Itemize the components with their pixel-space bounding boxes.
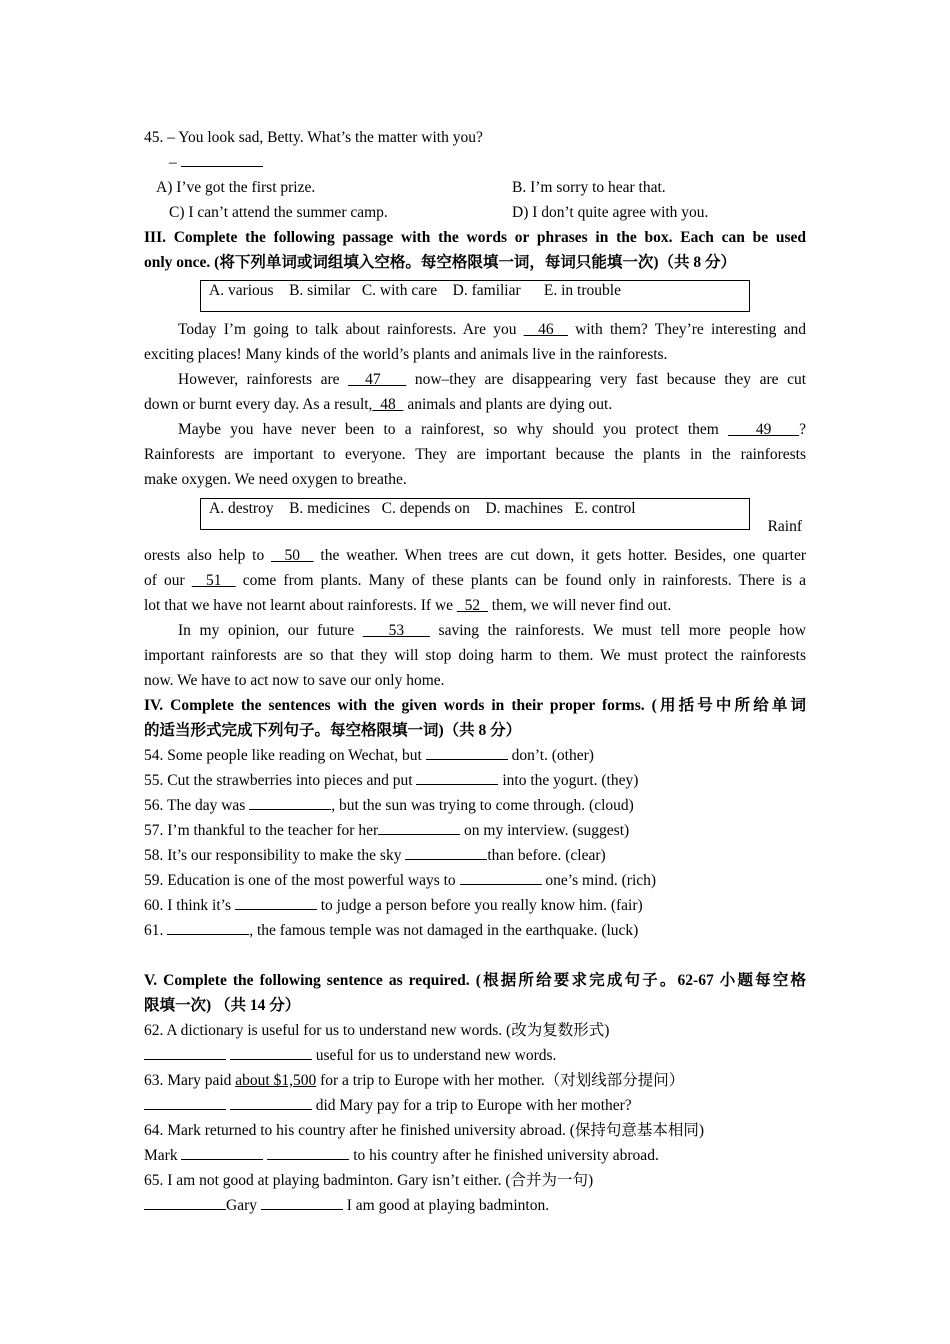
- blank-47[interactable]: 47: [348, 371, 407, 388]
- q62-blank-1[interactable]: [144, 1045, 226, 1060]
- text: Maybe you have never been to a rainforest, so why should you protect them: [178, 421, 729, 438]
- q65-answer: [144, 1193, 806, 1218]
- passage-p5-line3: now. We have to act now to save our only home.: [144, 672, 445, 689]
- text: Today I’m going to talk about rainforests. Are you: [178, 321, 524, 338]
- blank-53[interactable]: 53: [362, 622, 430, 639]
- blank-51[interactable]: 51: [191, 572, 236, 589]
- section-5-title-line1: V. Complete the following sentence as required. (根据所给要求完成句子。62-67 小题每空格: [144, 972, 806, 989]
- q59-blank[interactable]: [460, 870, 542, 885]
- text: In my opinion, our future: [178, 622, 363, 639]
- q63-blank-2[interactable]: [230, 1095, 312, 1110]
- q56: [144, 793, 806, 818]
- text: , the famous temple was not damaged in the earthquake. (luck): [249, 922, 639, 939]
- text: Mark: [144, 1147, 182, 1164]
- q64-blank-2[interactable]: [267, 1145, 349, 1160]
- blank-48[interactable]: 48: [372, 396, 404, 413]
- q45-dash: –: [169, 154, 177, 171]
- passage-p4-line1: [144, 543, 806, 568]
- passage-p1-line2: exciting places! Many kinds of the world’s plants and animals live in the rainforests.: [144, 346, 668, 363]
- text: with them? They’re interesting and: [567, 321, 806, 338]
- passage-p2-line1: [144, 367, 806, 392]
- q65-blank-1[interactable]: [144, 1195, 226, 1210]
- underlined-amount: about $1,500: [235, 1072, 317, 1089]
- q56-blank[interactable]: [249, 795, 331, 810]
- q64-answer: [144, 1143, 806, 1168]
- text: for a trip to Europe with her mother.（对划线部分提问）: [316, 1072, 685, 1089]
- q64: 64. Mark returned to his country after he finished university abroad. (保持句意基本相同): [144, 1122, 705, 1139]
- text: of our: [144, 572, 192, 589]
- passage-p4-line2: [144, 568, 806, 593]
- passage-p1-line1: [144, 317, 806, 342]
- word-box-1: A. various B. similar C. with care D. familiar E. in trouble: [200, 280, 750, 312]
- text: them, we will never find out.: [487, 597, 672, 614]
- passage-p3-line2: Rainforests are important to everyone. They are important because the plants in the rainforests: [144, 446, 806, 463]
- section-3-title-line2: only once. (将下列单词或词组填入空格。每空格限填一词，每词只能填一次)（共 8 分）: [144, 254, 737, 271]
- q57-blank[interactable]: [378, 820, 460, 835]
- q45-blank[interactable]: [181, 152, 263, 167]
- q45-option-b[interactable]: B. I’m sorry to hear that.: [512, 179, 666, 196]
- text: than before. (clear): [487, 847, 606, 864]
- text: 57. I’m thankful to the teacher for her: [144, 822, 379, 839]
- q62: 62. A dictionary is useful for us to understand new words. (改为复数形式): [144, 1022, 610, 1039]
- text: , but the sun was trying to come through. (cloud): [331, 797, 634, 814]
- q65-blank-2[interactable]: [261, 1195, 343, 1210]
- text: come from plants. Many of these plants can be found only in rainforests. There is a: [235, 572, 806, 589]
- blank-49[interactable]: 49: [728, 421, 800, 438]
- q55-blank[interactable]: [416, 770, 498, 785]
- q45-options-row1: [144, 175, 806, 200]
- text: 59. Education is one of the most powerful ways to: [144, 872, 460, 889]
- text: I am good at playing badminton.: [342, 1197, 550, 1214]
- text: saving the rainforests. We must tell more people how: [429, 622, 806, 639]
- text: to judge a person before you really know him. (fair): [316, 897, 643, 914]
- text: did Mary pay for a trip to Europe with her mother?: [311, 1097, 632, 1114]
- q60: [144, 893, 806, 918]
- section-4-title-line2: 的适当形式完成下列句子。每空格限填一词)（共 8 分）: [144, 722, 522, 739]
- q45-options-row2: [144, 200, 806, 225]
- text: 58. It’s our responsibility to make the sky: [144, 847, 406, 864]
- q58-blank[interactable]: [405, 845, 487, 860]
- text: 61.: [144, 922, 168, 939]
- q45-option-c[interactable]: C) I can’t attend the summer camp.: [169, 204, 388, 221]
- passage-p3-line3: make oxygen. We need oxygen to breathe.: [144, 471, 407, 488]
- q55: [144, 768, 806, 793]
- word-box-2: A. destroy B. medicines C. depends on D. machines E. control: [200, 498, 750, 530]
- worksheet-page: [144, 125, 806, 1218]
- text: lot that we have not learnt about rainforests. If we: [144, 597, 457, 614]
- word-box-2-row: [144, 498, 806, 543]
- q63-blank-1[interactable]: [144, 1095, 226, 1110]
- text: don’t. (other): [507, 747, 594, 764]
- passage-p2-line2: [144, 392, 806, 417]
- text: to his country after he finished university abroad.: [349, 1147, 659, 1164]
- blank-46[interactable]: 46: [523, 321, 568, 338]
- text: 56. The day was: [144, 797, 250, 814]
- section-5-title-line2: 限填一次) （共 14 分）: [144, 997, 301, 1014]
- blank-52[interactable]: 52: [456, 597, 488, 614]
- q59: [144, 868, 806, 893]
- q62-answer: [144, 1043, 806, 1068]
- q54-blank[interactable]: [426, 745, 508, 760]
- text: 63. Mary paid: [144, 1072, 236, 1089]
- text: on my interview. (suggest): [460, 822, 630, 839]
- q65: 65. I am not good at playing badminton. Gary isn’t either. (合并为一句): [144, 1172, 594, 1189]
- section-3-title-line1: III. Complete the following passage with the words or phrases in the box. Each can be used: [144, 229, 806, 246]
- text: down or burnt every day. As a result,: [144, 396, 373, 413]
- text: animals and plants are dying out.: [403, 396, 613, 413]
- text: orests also help to: [144, 547, 271, 564]
- q62-blank-2[interactable]: [230, 1045, 312, 1060]
- text: one’s mind. (rich): [541, 872, 657, 889]
- text: now–they are disappearing very fast because they are cut: [406, 371, 806, 388]
- q64-blank-1[interactable]: [181, 1145, 263, 1160]
- text: 60. I think it’s: [144, 897, 235, 914]
- q63-answer: [144, 1093, 806, 1118]
- spacer: [144, 943, 806, 968]
- q57: [144, 818, 806, 843]
- text: 54. Some people like reading on Wechat, but: [144, 747, 426, 764]
- passage-p3-line1: [144, 417, 806, 442]
- q61-blank[interactable]: [167, 920, 249, 935]
- passage-p5-line2: important rainforests are so that they will stop doing harm to them. We must protect the rainforests: [144, 647, 806, 664]
- q45-answer-line: [144, 150, 806, 175]
- text: the weather. When trees are cut down, it gets hotter. Besides, one quarter: [313, 547, 806, 564]
- q60-blank[interactable]: [235, 895, 317, 910]
- q58: [144, 843, 806, 868]
- text: ?: [799, 421, 806, 438]
- passage-p4-line3: [144, 593, 806, 618]
- text: Gary: [226, 1197, 261, 1214]
- text: useful for us to understand new words.: [311, 1047, 557, 1064]
- q63: [144, 1068, 806, 1093]
- text: into the yogurt. (they): [498, 772, 639, 789]
- q45-question: 45. – You look sad, Betty. What’s the matter with you?: [144, 129, 483, 146]
- passage-p5-line1: [144, 618, 806, 643]
- q54: [144, 743, 806, 768]
- blank-50[interactable]: 50: [270, 547, 314, 564]
- text: 55. Cut the strawberries into pieces and put: [144, 772, 417, 789]
- passage-p4-start: Rainf: [767, 518, 802, 535]
- q45-option-a[interactable]: A) I’ve got the first prize.: [156, 179, 316, 196]
- q61: [144, 918, 806, 943]
- text: However, rainforests are: [178, 371, 349, 388]
- q45-option-d[interactable]: D) I don’t quite agree with you.: [512, 204, 709, 221]
- section-4-title-line1: IV. Complete the sentences with the given words in their proper forms. (用括号中所给单词: [144, 697, 806, 714]
